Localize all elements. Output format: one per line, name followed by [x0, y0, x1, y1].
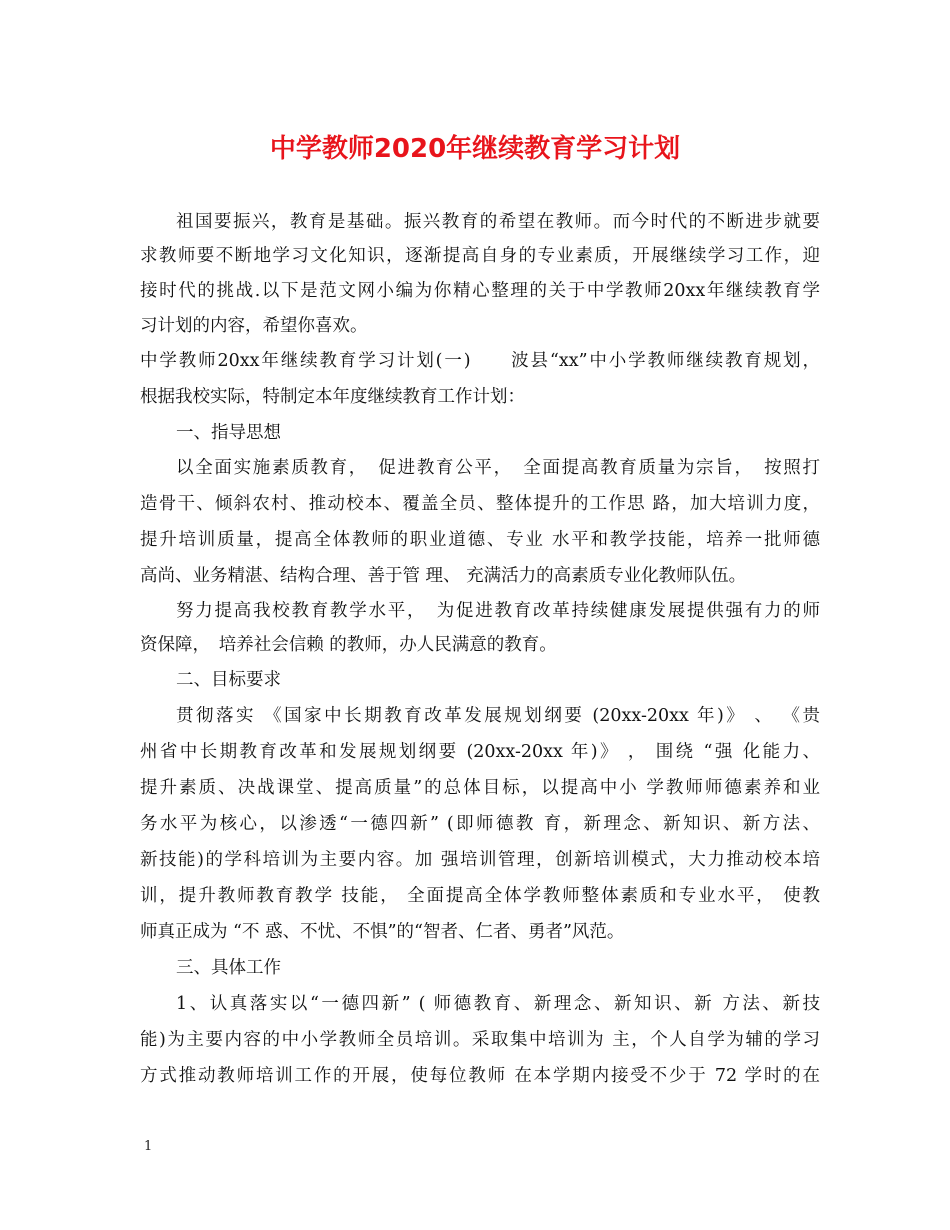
text-line: 祖国要振兴，教育是基础。振兴教育的希望在教师。而今时代的不断进步就要: [176, 212, 820, 232]
text-line: 努力提高我校教育教学水平， 为促进教育改革持续健康发展提供强有力的师: [176, 601, 820, 621]
text-line: 造骨干、倾斜农村、推动校本、覆盖全员、整体提升的工作思 路，加大培训力度，: [140, 494, 820, 514]
text-line: 中学教师20xx年继续教育学习计划(一) 波县“xx”中小学教师继续教育规划，: [140, 351, 820, 371]
text-line: 务水平为核心，以渗透“一德四新” (即师德教 育，新理念、新知识、新方法、: [140, 814, 820, 834]
section-heading: 二、目标要求: [176, 670, 281, 690]
text-line: 资保障， 培养社会信赖 的教师，办人民满意的教育。: [140, 635, 557, 655]
section-heading: 一、指导思想: [176, 423, 281, 443]
text-line: 能)为主要内容的中小学教师全员培训。采取集中培训为 主，个人自学为辅的学习: [140, 1030, 820, 1050]
text-line: 高尚、业务精湛、结构合理、善于管 理、 充满活力的高素质专业化教师队伍。: [140, 566, 747, 586]
text-line: 接时代的挑战.以下是范文网小编为你精心整理的关于中学教师20xx年继续教育学: [140, 281, 820, 301]
text-line: 新技能)的学科培训为主要内容。加 强培训管理，创新培训模式，大力推动校本培: [140, 850, 820, 870]
text-line: 提升培训质量，提高全体教师的职业道德、专业 水平和教学技能，培养一批师德: [140, 530, 820, 550]
document-title: 中学教师2020年继续教育学习计划: [269, 134, 681, 164]
text-line: 1、认真落实以“一德四新” ( 师德教育、新理念、新知识、新 方法、新技: [176, 994, 820, 1014]
text-line: 提升素质、决战课堂、提高质量”的总体目标，以提高中小 学教师师德素养和业: [140, 778, 820, 798]
page-number: 1: [144, 1139, 153, 1154]
text-line: 求教师要不断地学习文化知识，逐渐提高自身的专业素质，开展继续学习工作，迎: [140, 246, 820, 266]
text-line: 根据我校实际，特制定本年度继续教育工作计划：: [140, 387, 525, 407]
section-heading: 三、具体工作: [176, 958, 281, 978]
text-line: 州省中长期教育改革和发展规划纲要 (20xx-20xx 年)》 ， 围绕 “强 化能力、: [140, 742, 820, 762]
text-line: 师真正成为 “不 惑、不忧、不惧”的“智者、仁者、勇者”风范。: [140, 922, 625, 942]
text-line: 习计划的内容，希望你喜欢。: [140, 316, 368, 336]
text-line: 方式推动教师培训工作的开展，使每位教师 在本学期内接受不少于 72 学时的在: [140, 1066, 820, 1086]
text-line: 以全面实施素质教育， 促进教育公平， 全面提高教育质量为宗旨， 按照打: [176, 458, 820, 478]
text-line: 训，提升教师教育教学 技能， 全面提高全体学教师整体素质和专业水平， 使教: [140, 886, 820, 906]
text-line: 贯彻落实 《国家中长期教育改革发展规划纲要 (20xx-20xx 年)》 、 《贵: [176, 706, 820, 726]
